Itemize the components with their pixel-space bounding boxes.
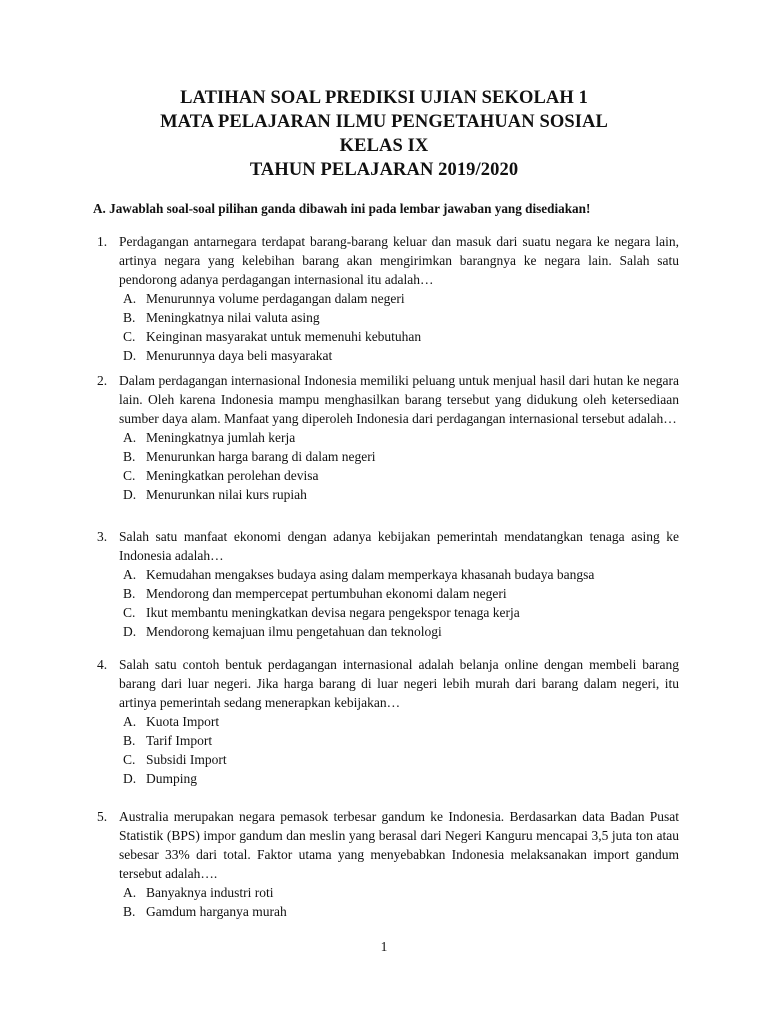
question-text: Salah satu manfaat ekonomi dengan adanya kebijakan pemerintah mendatangkan tenaga asing ke Indonesia adalah… xyxy=(119,529,679,563)
option-letter: D. xyxy=(123,771,137,786)
header-title-line-3: KELAS IX xyxy=(339,136,429,156)
option-letter: A. xyxy=(123,291,137,306)
option-text: Gamdum harganya murah xyxy=(146,904,287,919)
option-a xyxy=(123,565,679,584)
option-list xyxy=(123,883,679,921)
question-number: 3. xyxy=(97,529,108,544)
option-text: Kuota Import xyxy=(146,714,220,729)
option-d xyxy=(123,346,679,365)
option-text: Meningkatnya nilai valuta asing xyxy=(146,310,320,325)
question-number: 2. xyxy=(97,373,108,388)
header-title-line-2: MATA PELAJARAN ILMU PENGETAHUAN SOSIAL xyxy=(160,112,608,132)
option-b xyxy=(123,731,679,750)
option-letter: C. xyxy=(123,468,136,483)
option-text: Ikut membantu meningkatkan devisa negara pengekspor tenaga kerja xyxy=(146,605,520,620)
option-letter: C. xyxy=(123,605,136,620)
option-letter: A. xyxy=(123,567,137,582)
option-text: Keinginan masyarakat untuk memenuhi kebutuhan xyxy=(146,329,422,344)
option-c xyxy=(123,603,679,622)
option-a xyxy=(123,712,679,731)
option-letter: D. xyxy=(123,624,137,639)
question-text: Dalam perdagangan internasional Indonesia memiliki peluang untuk menjual hasil dari hutan ke negara lain. Oleh karena Indonesia mampu menghasilkan barang tersebut yang didukung oleh ketersediaan sumber daya alam. Manfaat yang diperoleh Indonesia dari perdagangan internasional tersebut adalah… xyxy=(119,373,679,426)
option-text: Mendorong kemajuan ilmu pengetahuan dan teknologi xyxy=(146,624,442,639)
question-4 xyxy=(93,655,679,788)
option-c xyxy=(123,750,679,769)
option-b xyxy=(123,902,679,921)
option-text: Mendorong dan mempercepat pertumbuhan ekonomi dalam negeri xyxy=(146,586,507,601)
option-c xyxy=(123,466,679,485)
option-letter: A. xyxy=(123,885,137,900)
option-text: Menurunnya daya beli masyarakat xyxy=(146,348,333,363)
option-d xyxy=(123,769,679,788)
option-list xyxy=(123,428,679,504)
option-text: Menurunnya volume perdagangan dalam negeri xyxy=(146,291,405,306)
option-d xyxy=(123,485,679,504)
option-text: Banyaknya industri roti xyxy=(146,885,274,900)
document-header xyxy=(0,86,768,182)
question-text: Australia merupakan negara pemasok terbesar gandum ke Indonesia. Berdasarkan data Badan Pusat Statistik (BPS) impor gandum dan meslin yang berasal dari Negeri Kanguru mencapai 3,5 juta ton atau sebesar 33% dari total. Faktor utama yang menyebabkan Indonesia melaksanakan import gandum tersebut adalah…. xyxy=(119,809,679,881)
option-letter: A. xyxy=(123,714,137,729)
option-a xyxy=(123,883,679,902)
question-text: Perdagangan antarnegara terdapat barang-barang keluar dan masuk dari suatu negara ke negara lain, artinya negara yang kelebihan barang akan mengirimkan barangnya ke negara lain. Salah satu pendorong adanya perdagangan internasional itu adalah… xyxy=(119,234,679,287)
option-c xyxy=(123,327,679,346)
question-2 xyxy=(93,371,679,504)
option-text: Tarif Import xyxy=(146,733,213,748)
option-a xyxy=(123,428,679,447)
option-list xyxy=(123,712,679,788)
option-text: Subsidi Import xyxy=(146,752,227,767)
question-5 xyxy=(93,807,679,921)
option-letter: B. xyxy=(123,449,136,464)
option-a xyxy=(123,289,679,308)
option-b xyxy=(123,308,679,327)
option-text: Meningkatkan perolehan devisa xyxy=(146,468,319,483)
option-text: Dumping xyxy=(146,771,198,786)
option-letter: C. xyxy=(123,329,136,344)
question-number: 5. xyxy=(97,809,108,824)
page-number: 1 xyxy=(380,939,388,954)
question-number: 1. xyxy=(97,234,108,249)
option-b xyxy=(123,584,679,603)
question-number: 4. xyxy=(97,657,108,672)
option-list xyxy=(123,565,679,641)
option-letter: B. xyxy=(123,310,136,325)
header-title-line-4: TAHUN PELAJARAN 2019/2020 xyxy=(249,160,519,180)
question-3 xyxy=(93,527,679,641)
option-letter: B. xyxy=(123,586,136,601)
question-1 xyxy=(93,232,679,365)
option-text: Kemudahan mengakses budaya asing dalam memperkaya khasanah budaya bangsa xyxy=(146,567,595,582)
header-title-line-1: LATIHAN SOAL PREDIKSI UJIAN SEKOLAH 1 xyxy=(180,88,588,108)
option-letter: B. xyxy=(123,904,136,919)
option-letter: D. xyxy=(123,348,137,363)
option-letter: D. xyxy=(123,487,137,502)
option-list xyxy=(123,289,679,365)
option-text: Menurunkan nilai kurs rupiah xyxy=(146,487,307,502)
option-letter: C. xyxy=(123,752,136,767)
option-letter: B. xyxy=(123,733,136,748)
option-d xyxy=(123,622,679,641)
option-text: Meningkatnya jumlah kerja xyxy=(146,430,296,445)
option-text: Menurunkan harga barang di dalam negeri xyxy=(146,449,376,464)
question-text: Salah satu contoh bentuk perdagangan internasional adalah belanja online dengan membeli barang barang dari luar negeri. Jika harga barang di luar negeri lebih murah dari barang dalam negeri, itu artinya pemerintah sedang menerapkan kebijakan… xyxy=(119,657,679,710)
option-b xyxy=(123,447,679,466)
option-letter: A. xyxy=(123,430,137,445)
section-instruction: A. Jawablah soal-soal pilihan ganda dibawah ini pada lembar jawaban yang disediakan! xyxy=(93,201,591,216)
